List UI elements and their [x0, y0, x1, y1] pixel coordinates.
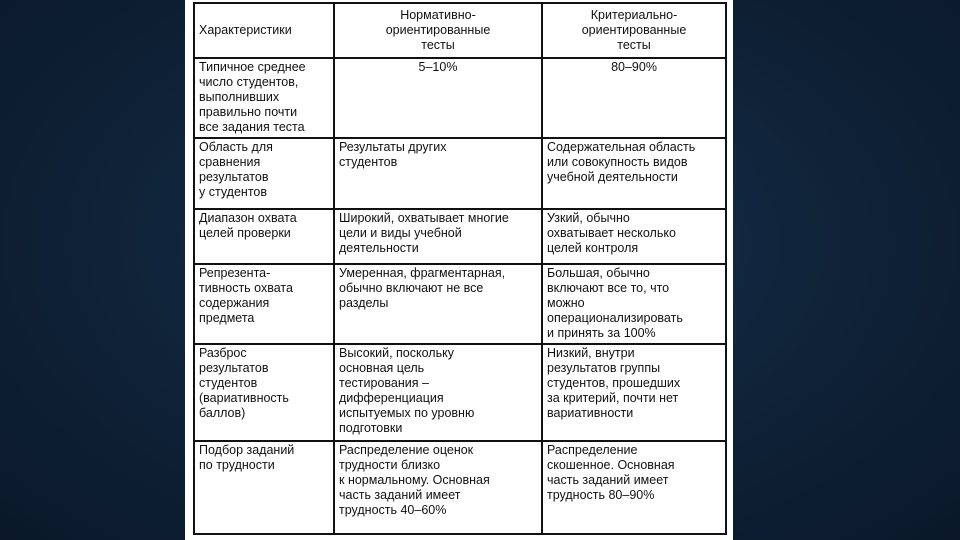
criterion-cell: Большая, обычно включают все то, что можно операционализировать и принять за 100%	[542, 264, 726, 344]
norm-cell: Распределение оценок трудности близко к нормальному. Основная часть заданий имеет трудность 40–60%	[334, 441, 542, 534]
slide-document	[185, 0, 733, 540]
table-row	[194, 441, 726, 534]
criterion-cell: 80–90%	[542, 58, 726, 138]
table-row	[194, 58, 726, 138]
header-criterion-referenced: Критериально- ориентированные тесты	[542, 3, 726, 58]
comparison-table	[193, 2, 727, 535]
row-label: Подбор заданий по трудности	[194, 441, 334, 534]
table-row	[194, 264, 726, 344]
norm-cell: Высокий, поскольку основная цель тестирования – дифференциация испытуемых по уровню подготовки	[334, 344, 542, 441]
criterion-cell: Низкий, внутри результатов группы студентов, прошедших за критерий, почти нет вариативности	[542, 344, 726, 441]
norm-cell: Широкий, охватывает многие цели и виды учебной деятельности	[334, 209, 542, 264]
table-header-row	[194, 3, 726, 58]
criterion-cell: Узкий, обычно охватывает несколько целей контроля	[542, 209, 726, 264]
row-label: Репрезента- тивность охвата содержания предмета	[194, 264, 334, 344]
criterion-cell: Содержательная область или совокупность видов учебной деятельности	[542, 138, 726, 209]
table-row	[194, 344, 726, 441]
header-norm-referenced: Нормативно- ориентированные тесты	[334, 3, 542, 58]
norm-cell: Результаты других студентов	[334, 138, 542, 209]
criterion-cell: Распределение скошенное. Основная часть заданий имеет трудность 80–90%	[542, 441, 726, 534]
norm-cell: 5–10%	[334, 58, 542, 138]
norm-cell: Умеренная, фрагментарная, обычно включают не все разделы	[334, 264, 542, 344]
row-label: Область для сравнения результатов у студентов	[194, 138, 334, 209]
row-label: Типичное среднее число студентов, выполнивших правильно почти все задания теста	[194, 58, 334, 138]
row-label: Разброс результатов студентов (вариативность баллов)	[194, 344, 334, 441]
header-characteristics: Характеристики	[194, 3, 334, 58]
table-row	[194, 209, 726, 264]
table-row	[194, 138, 726, 209]
row-label: Диапазон охвата целей проверки	[194, 209, 334, 264]
